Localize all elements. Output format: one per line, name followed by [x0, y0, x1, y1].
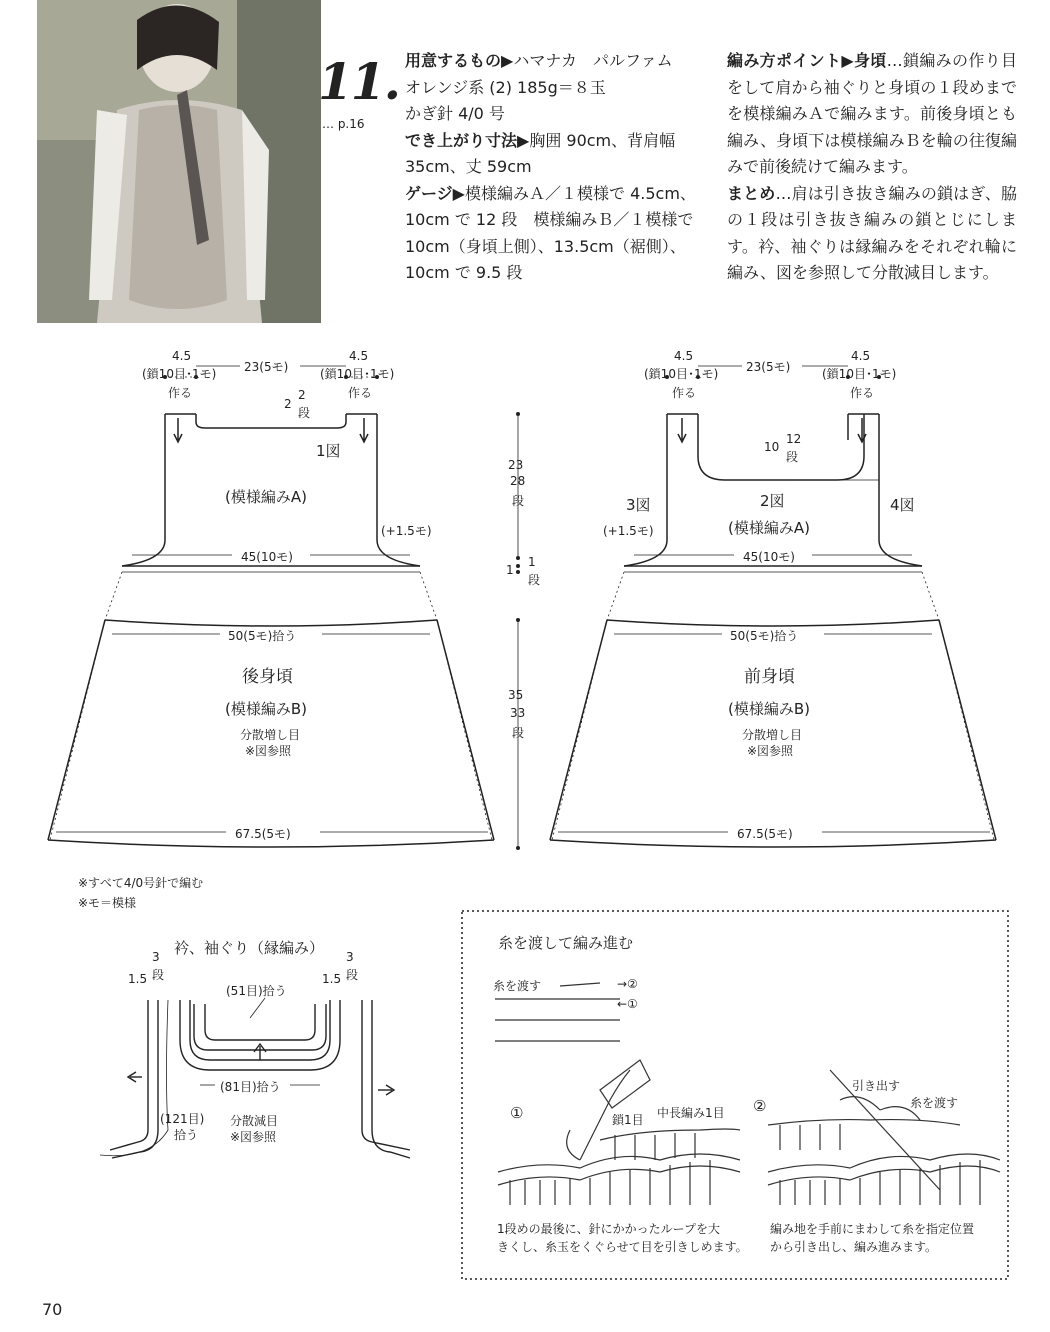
front-top-right-make: 作る	[850, 386, 875, 400]
border-pickup-81: (81目)拾う	[220, 1080, 281, 1094]
back-figure-1: 1図	[316, 442, 341, 460]
materials-line-2: オレンジ系 (2) 185g＝８玉	[405, 77, 606, 97]
back-side-increase: (+1.5モ)	[381, 524, 432, 538]
back-pattern-b: (模様編みB)	[225, 700, 307, 718]
front-figure-3: 3図	[626, 496, 651, 514]
center-upper-rows: 28	[510, 474, 526, 488]
technique-caption-1a: 1段めの最後に、針にかかったループを大	[497, 1222, 721, 1236]
materials-line-3: かぎ針 4/0 号	[405, 104, 505, 123]
technique-cross-yarn: 糸を渡す	[910, 1096, 959, 1110]
border-ref-note: ※図参照	[230, 1130, 277, 1144]
front-width-45: 45(10モ)	[743, 550, 795, 564]
front-top-left-make: 作る	[672, 386, 697, 400]
front-neck-rows: 12	[786, 432, 802, 446]
back-top-left-chain: (鎖10目･1モ)	[142, 367, 217, 381]
back-top-middle-width: 23(5モ)	[244, 360, 289, 374]
back-neck-depth: 2	[284, 397, 292, 411]
back-neck-dan: 段	[298, 406, 311, 420]
back-neck-rows: 2	[298, 388, 306, 402]
technique-title: 糸を渡して編み進む	[498, 934, 634, 952]
center-upper-length: 23	[508, 458, 524, 472]
border-title: 衿、袖ぐり（縁編み）	[174, 939, 325, 957]
border-pickup-121-label: 拾う	[174, 1128, 199, 1142]
border-decrease-note: 分散減目	[230, 1114, 279, 1128]
note-pattern-abbrev: ※モ＝模様	[78, 896, 137, 910]
center-mid-rows: 1	[528, 555, 536, 569]
front-neck-dan: 段	[786, 450, 799, 464]
finish-text: …肩は引き抜き編みの鎖はぎ、脇の１段は引き抜き編みの鎖とじにします。衿、袖ぐりは縁編みをそれぞれ輪に編み、図を参照して分散減目します。	[727, 183, 1017, 282]
front-body-name: 前身頃	[744, 667, 795, 687]
border-right-rows: 3	[346, 950, 354, 964]
technique-pull-through: 引き出す	[852, 1079, 901, 1093]
back-top-right-chain: (鎖10目･1モ)	[320, 367, 395, 381]
technique-arrow-2: →②	[617, 977, 638, 991]
center-upper-dan: 段	[512, 494, 525, 508]
front-top-left-width: 4.5	[674, 349, 694, 363]
border-pickup-121: (121目)	[160, 1112, 205, 1126]
technique-caption-2b: から引き出し、編み進みます。	[770, 1240, 938, 1254]
center-mid-dan: 段	[528, 573, 541, 587]
back-top-right-width: 4.5	[349, 349, 369, 363]
technique-chain-1: 鎖1目	[612, 1113, 644, 1127]
border-pickup-51: (51目)拾う	[226, 984, 287, 998]
technique-caption-1b: きくし、糸玉をくぐらせて目を引きしめます。	[497, 1240, 748, 1254]
front-top-middle-width: 23(5モ)	[746, 360, 791, 374]
front-pattern-b: (模様編みB)	[728, 700, 810, 718]
note-needle: ※すべて4/0号針で編む	[78, 876, 204, 890]
back-body-name: 後身頃	[242, 667, 293, 687]
back-pattern-a: (模様編みA)	[225, 488, 307, 506]
front-figure-4: 4図	[890, 496, 915, 514]
front-pickup-50: 50(5モ)拾う	[730, 629, 799, 643]
points-text: …鎖編みの作り目をして肩から袖ぐりと身頃の１段めまでを模様編みＡで編みます。前後身頃とも編み、身頃下は模様編みＢを輪の往復編みで前後続けて編みます。	[727, 51, 1017, 176]
technique-caption-2a: 編み地を手前にまわして糸を指定位置	[770, 1222, 975, 1236]
gauge-text: 模様編みＡ／１模様で 4.5cm、10cm で 12 段 模様編みＢ／１模様で 10cm（身頃上側）、13.5cm（裾側）、10cm で 9.5 段	[405, 183, 696, 282]
front-increase-note: 分散増し目	[742, 728, 803, 742]
technique-arrow-1: ←①	[617, 997, 638, 1011]
back-pickup-50: 50(5モ)拾う	[228, 629, 297, 643]
front-top-left-chain: (鎖10目･1モ)	[644, 367, 719, 381]
center-mid-length: 1	[506, 563, 514, 577]
size-label: でき上がり寸法▶	[405, 130, 530, 150]
back-top-left-width: 4.5	[172, 349, 192, 363]
back-ref-note: ※図参照	[245, 744, 292, 758]
back-hem-width: 67.5(5モ)	[235, 827, 291, 841]
center-lower-dan: 段	[512, 726, 525, 740]
back-increase-note: 分散増し目	[240, 728, 301, 742]
border-left-rows: 3	[152, 950, 160, 964]
technique-step-2: ②	[753, 1097, 767, 1115]
points-label: 編み方ポイント▶身頃	[727, 51, 887, 70]
center-lower-rows: 33	[510, 706, 526, 720]
back-top-right-make: 作る	[348, 386, 373, 400]
size-text: 胸囲 90cm、背肩幅 35cm、丈 59cm	[405, 130, 676, 176]
materials-label: 用意するもの▶	[405, 51, 514, 70]
border-right-width: 1.5	[322, 972, 342, 986]
border-right-dan: 段	[346, 968, 359, 982]
technique-cross-label: 糸を渡す	[493, 979, 542, 993]
front-hem-width: 67.5(5モ)	[737, 827, 793, 841]
front-side-increase: (+1.5モ)	[603, 524, 654, 538]
front-figure-2: 2図	[760, 492, 785, 510]
front-top-right-chain: (鎖10目･1モ)	[822, 367, 897, 381]
front-neck-depth: 10	[764, 440, 780, 454]
back-width-45: 45(10モ)	[241, 550, 293, 564]
front-ref-note: ※図参照	[747, 744, 794, 758]
project-number: 11.	[318, 52, 399, 111]
technique-hdc-1: 中長編み1目	[657, 1106, 725, 1120]
back-top-left-make: 作る	[168, 386, 193, 400]
center-lower-length: 35	[508, 688, 524, 702]
border-left-dan: 段	[152, 968, 165, 982]
border-left-width: 1.5	[128, 972, 148, 986]
front-pattern-a: (模様編みA)	[728, 519, 810, 537]
front-top-right-width: 4.5	[851, 349, 871, 363]
page-reference: … p.16	[322, 117, 365, 131]
finish-label: まとめ	[727, 183, 776, 203]
gauge-label: ゲージ▶	[405, 183, 465, 203]
page-number: 70	[42, 1300, 63, 1319]
technique-step-1: ①	[510, 1104, 524, 1122]
materials-line-1: ハマナカ パルファム	[513, 51, 673, 70]
